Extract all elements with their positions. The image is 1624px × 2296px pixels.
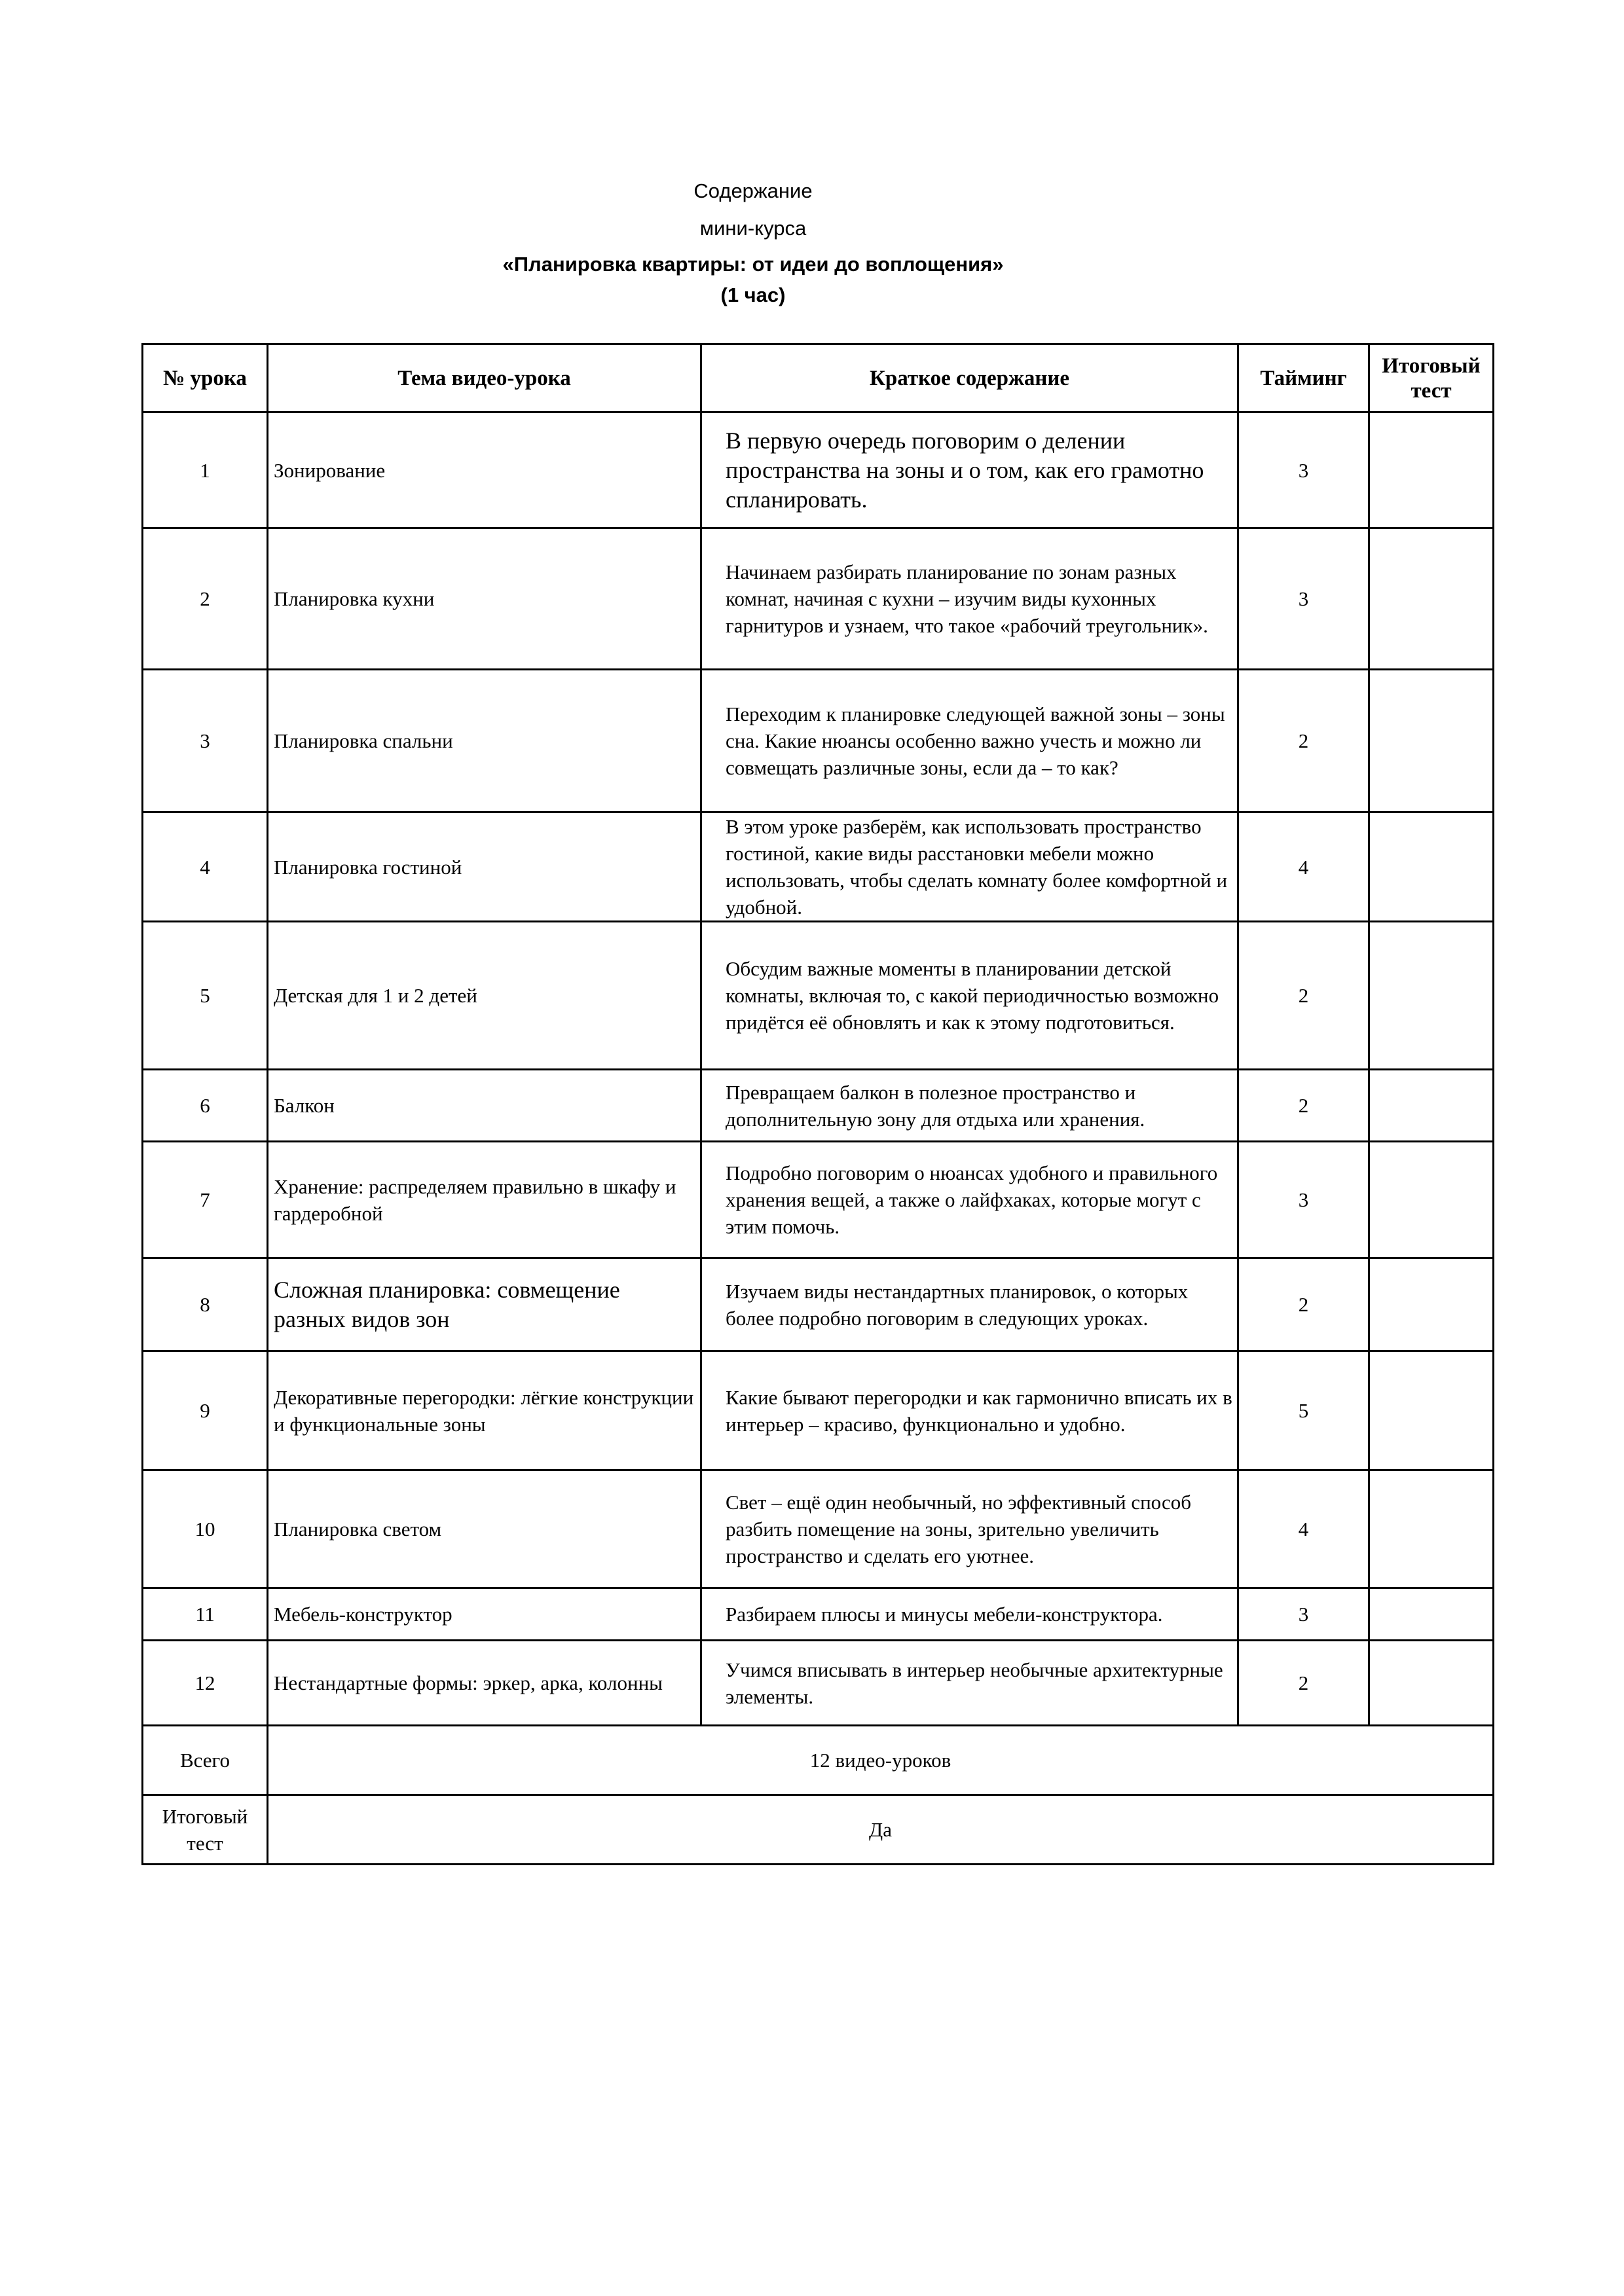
table-row bbox=[143, 1351, 1494, 1470]
lesson-timing: 3 bbox=[1238, 412, 1369, 528]
lesson-summary: Свет – ещё один необычный, но эффективный способ разбить помещение на зоны, зрительно увеличить пространство и сделать его уютнее. bbox=[701, 1470, 1238, 1588]
table-row bbox=[143, 1070, 1494, 1142]
lesson-topic: Хранение: распределяем правильно в шкафу и гардеробной bbox=[268, 1142, 701, 1258]
lesson-timing: 2 bbox=[1238, 1070, 1369, 1142]
lesson-final-test bbox=[1369, 1258, 1494, 1351]
lesson-topic: Планировка спальни bbox=[268, 670, 701, 812]
lesson-timing: 2 bbox=[1238, 670, 1369, 812]
lesson-number: 7 bbox=[143, 1142, 268, 1258]
table-row bbox=[143, 528, 1494, 670]
lesson-final-test bbox=[1369, 412, 1494, 528]
final-test-label: Итоговый тест bbox=[143, 1795, 268, 1865]
table-row bbox=[143, 1142, 1494, 1258]
final-test-value: Да bbox=[268, 1795, 1494, 1865]
lesson-number: 12 bbox=[143, 1641, 268, 1726]
lesson-summary: Какие бывают перегородки и как гармонично вписать их в интерьер – красиво, функционально и удобно. bbox=[701, 1351, 1238, 1470]
lesson-final-test bbox=[1369, 922, 1494, 1070]
lesson-summary: Учимся вписывать в интерьер необычные архитектурные элементы. bbox=[701, 1641, 1238, 1726]
lesson-final-test bbox=[1369, 1470, 1494, 1588]
lesson-timing: 3 bbox=[1238, 528, 1369, 670]
lesson-topic: Детская для 1 и 2 детей bbox=[268, 922, 701, 1070]
lessons-table bbox=[141, 343, 1494, 1865]
course-duration: (1 час) bbox=[720, 283, 786, 306]
lesson-topic: Декоративные перегородки: лёгкие конструкции и функциональные зоны bbox=[268, 1351, 701, 1470]
lesson-summary: Подробно поговорим о нюансах удобного и правильного хранения вещей, а также о лайфхаках, которые могут с этим помочь. bbox=[701, 1142, 1238, 1258]
total-label: Всего bbox=[143, 1726, 268, 1795]
lesson-final-test bbox=[1369, 1641, 1494, 1726]
lesson-number: 11 bbox=[143, 1588, 268, 1641]
lesson-number: 6 bbox=[143, 1070, 268, 1142]
lesson-timing: 4 bbox=[1238, 812, 1369, 922]
column-header-final-test: Итоговый тест bbox=[1369, 344, 1494, 412]
lesson-final-test bbox=[1369, 528, 1494, 670]
lesson-number: 10 bbox=[143, 1470, 268, 1588]
doc-heading-subtitle: мини-курса bbox=[699, 217, 807, 240]
lesson-summary: В первую очередь поговорим о делении пространства на зоны и о том, как его грамотно спланировать. bbox=[701, 412, 1238, 528]
lesson-timing: 3 bbox=[1238, 1588, 1369, 1641]
column-header-summary: Краткое содержание bbox=[701, 344, 1238, 412]
course-title: «Планировка квартиры: от идеи до воплощения» bbox=[502, 253, 1004, 276]
table-row bbox=[143, 812, 1494, 922]
lesson-topic: Зонирование bbox=[268, 412, 701, 528]
total-row bbox=[143, 1726, 1494, 1795]
lesson-summary: В этом уроке разберём, как использовать пространство гостиной, какие виды расстановки мебели можно использовать, чтобы сделать комнату более комфортной и удобной. bbox=[701, 812, 1238, 922]
column-header-timing: Тайминг bbox=[1238, 344, 1369, 412]
table-row bbox=[143, 412, 1494, 528]
table-header-row bbox=[143, 344, 1494, 412]
lesson-final-test bbox=[1369, 1070, 1494, 1142]
column-header-topic: Тема видео-урока bbox=[268, 344, 701, 412]
table-row bbox=[143, 922, 1494, 1070]
table-row bbox=[143, 1588, 1494, 1641]
lesson-topic: Планировка гостиной bbox=[268, 812, 701, 922]
table-row bbox=[143, 1641, 1494, 1726]
total-value: 12 видео-уроков bbox=[268, 1726, 1494, 1795]
lesson-summary: Превращаем балкон в полезное пространство и дополнительную зону для отдыха или хранения. bbox=[701, 1070, 1238, 1142]
lesson-timing: 2 bbox=[1238, 1258, 1369, 1351]
lesson-number: 1 bbox=[143, 412, 268, 528]
final-test-row bbox=[143, 1795, 1494, 1865]
table-row bbox=[143, 1470, 1494, 1588]
lesson-summary: Начинаем разбирать планирование по зонам разных комнат, начиная с кухни – изучим виды кухонных гарнитуров и узнаем, что такое «рабочий треугольник». bbox=[701, 528, 1238, 670]
column-header-lesson-number: № урока bbox=[143, 344, 268, 412]
table-row bbox=[143, 670, 1494, 812]
lesson-timing: 4 bbox=[1238, 1470, 1369, 1588]
lesson-timing: 2 bbox=[1238, 1641, 1369, 1726]
lesson-summary: Разбираем плюсы и минусы мебели-конструктора. bbox=[701, 1588, 1238, 1641]
lesson-topic: Сложная планировка: совмещение разных видов зон bbox=[268, 1258, 701, 1351]
lesson-timing: 3 bbox=[1238, 1142, 1369, 1258]
lesson-number: 5 bbox=[143, 922, 268, 1070]
lesson-number: 4 bbox=[143, 812, 268, 922]
lesson-number: 9 bbox=[143, 1351, 268, 1470]
lesson-number: 8 bbox=[143, 1258, 268, 1351]
lesson-final-test bbox=[1369, 1351, 1494, 1470]
lesson-final-test bbox=[1369, 670, 1494, 812]
lesson-summary: Изучаем виды нестандартных планировок, о которых более подробно поговорим в следующих уроках. bbox=[701, 1258, 1238, 1351]
lesson-summary: Переходим к планировке следующей важной зоны – зоны сна. Какие нюансы особенно важно учесть и можно ли совмещать различные зоны, если да – то как? bbox=[701, 670, 1238, 812]
lesson-topic: Планировка кухни bbox=[268, 528, 701, 670]
lesson-topic: Нестандартные формы: эркер, арка, колонны bbox=[268, 1641, 701, 1726]
lesson-topic: Мебель-конструктор bbox=[268, 1588, 701, 1641]
doc-heading-contents: Содержание bbox=[693, 179, 813, 202]
lesson-topic: Планировка светом bbox=[268, 1470, 701, 1588]
lesson-topic: Балкон bbox=[268, 1070, 701, 1142]
lesson-final-test bbox=[1369, 812, 1494, 922]
lesson-summary: Обсудим важные моменты в планировании детской комнаты, включая то, с какой периодичностью возможно придётся её обновлять и как к этому подготовиться. bbox=[701, 922, 1238, 1070]
lesson-number: 2 bbox=[143, 528, 268, 670]
table-row bbox=[143, 1258, 1494, 1351]
lesson-timing: 5 bbox=[1238, 1351, 1369, 1470]
lesson-timing: 2 bbox=[1238, 922, 1369, 1070]
lesson-final-test bbox=[1369, 1142, 1494, 1258]
lesson-final-test bbox=[1369, 1588, 1494, 1641]
lesson-number: 3 bbox=[143, 670, 268, 812]
